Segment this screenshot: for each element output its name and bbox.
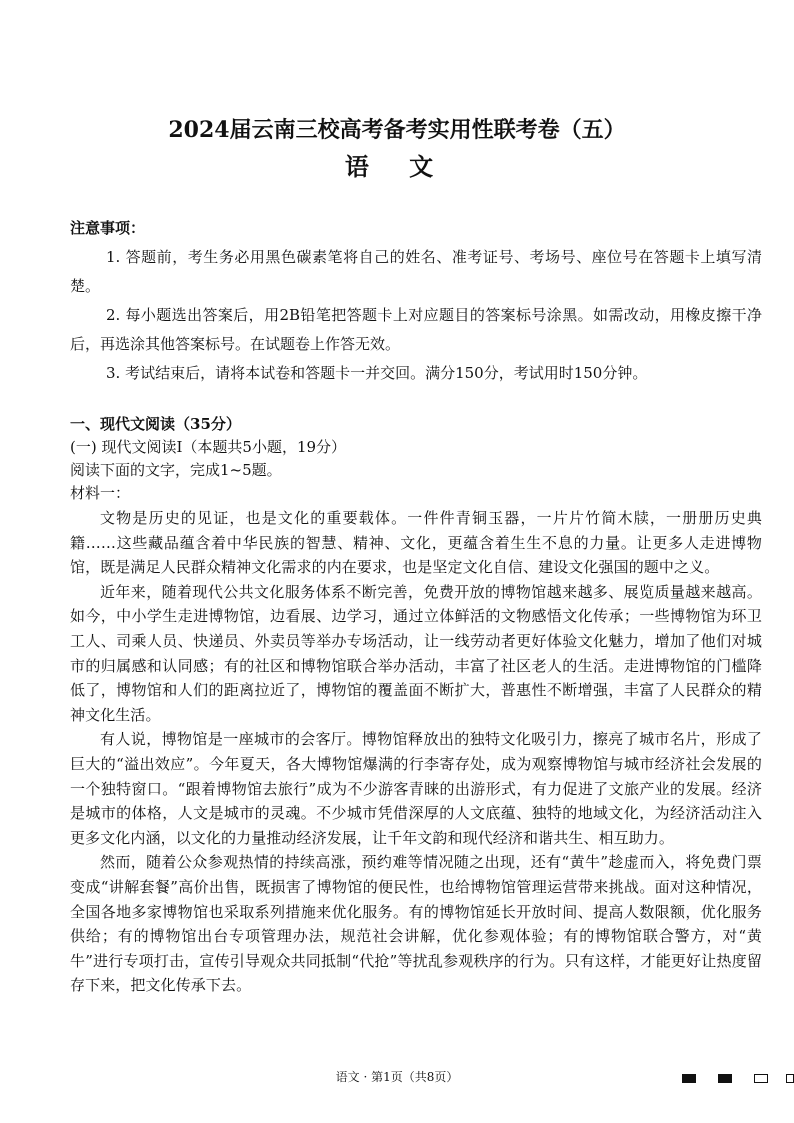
article-paragraph: 文物是历史的见证，也是文化的重要载体。一件件青铜玉器，一片片竹简木牍，一册册历史典籍……这些藏品蕴含着中华民族的智慧、精神、文化，更蕴含着生生不息的力量。让更多人走进博物馆，既是满足人民群众精神文化需求的内在要求，也是坚定文化自信、建设文化强国的题中之义。 bbox=[70, 509, 762, 577]
part-title: 一、现代文阅读（35分） bbox=[70, 415, 241, 433]
notice-item: 3. 考试结束后，请将本试卷和答题卡一并交回。满分150分，考试用时150分钟。 bbox=[106, 364, 648, 382]
page-footer: 语文 · 第1页（共8页） bbox=[335, 1070, 459, 1084]
notice-list bbox=[70, 243, 762, 388]
subject-title: 语 文 bbox=[344, 152, 450, 181]
instruction: 阅读下面的文字，完成1~5题。 bbox=[70, 461, 282, 479]
filled-square-mark-icon bbox=[682, 1074, 696, 1083]
exam-title: 2024届云南三校高考备考实用性联考卷（五） bbox=[168, 117, 626, 143]
notice-item: 1. 答题前，考生务必用黑色碳素笔将自己的姓名、准考证号、考场号、座位号在答题卡上填写清楚。 bbox=[70, 248, 762, 295]
filled-square-mark-icon bbox=[718, 1074, 732, 1083]
article-paragraph: 然而，随着公众参观热情的持续高涨，预约难等情况随之出现，还有“黄牛”趁虚而入，将免费门票变成“讲解套餐”高价出售，既损害了博物馆的便民性，也给博物馆管理运营带来挑战。面对这种情况，全国各地多家博物馆也采取系列措施来优化服务。有的博物馆延长开放时间、提高人数限额，优化服务供给；有的博物馆出台专项管理办法，规范社会讲解，优化参观体验；有的博物馆联合警方，对“黄牛”进行专项打击，宣传引导观众共同抵制“代抢”等扰乱参观秩序的行为。只有这样，才能更好让热度留存下来，把文化传承下去。 bbox=[70, 853, 762, 995]
material-label: 材料一： bbox=[70, 484, 131, 502]
hollow-square-mark-icon bbox=[754, 1074, 768, 1083]
notice-item: 2. 每小题选出答案后，用2B铅笔把答题卡上对应题目的答案标号涂黑。如需改动，用橡皮擦干净后，再选涂其他答案标号。在试题卷上作答无效。 bbox=[70, 306, 762, 353]
hollow-square-mark-icon bbox=[786, 1074, 794, 1083]
section-header bbox=[70, 413, 762, 505]
article-body bbox=[70, 506, 762, 998]
sub-title: (一) 现代文阅读Ⅰ（本题共5小题，19分） bbox=[70, 438, 347, 456]
notice-heading: 注意事项： bbox=[70, 219, 146, 237]
article-paragraph: 有人说，博物馆是一座城市的会客厅。博物馆释放出的独特文化吸引力，擦亮了城市名片，形成了巨大的“溢出效应”。今年夏天，各大博物馆爆满的行李寄存处，成为观察博物馆与城市经济社会发展的一个独特窗口。“跟着博物馆去旅行”成为不少游客青睐的出游形式，有力促进了文旅产业的发展。经济是城市的体格，人文是城市的灵魂。不少城市凭借深厚的人文底蕴、独特的地域文化，为经济活动注入更多文化内涵，以文化的力量推动经济发展，让千年文韵和现代经济和谐共生、相互助力。 bbox=[70, 730, 762, 847]
article-paragraph: 近年来，随着现代公共文化服务体系不断完善，免费开放的博物馆越来越多、展览质量越来越高。如今，中小学生走进博物馆，边看展、边学习，通过立体鲜活的文物感悟文化传承；一些博物馆为环卫工人、司乘人员、快递员、外卖员等举办专场活动，让一线劳动者更好体验文化魅力，增加了他们对城市的归属感和认同感；有的社区和博物馆联合举办活动，丰富了社区老人的生活。走进博物馆的门槛降低了，博物馆和人们的距离拉近了，博物馆的覆盖面不断扩大，普惠性不断增强，丰富了人民群众的精神文化生活。 bbox=[70, 582, 762, 724]
